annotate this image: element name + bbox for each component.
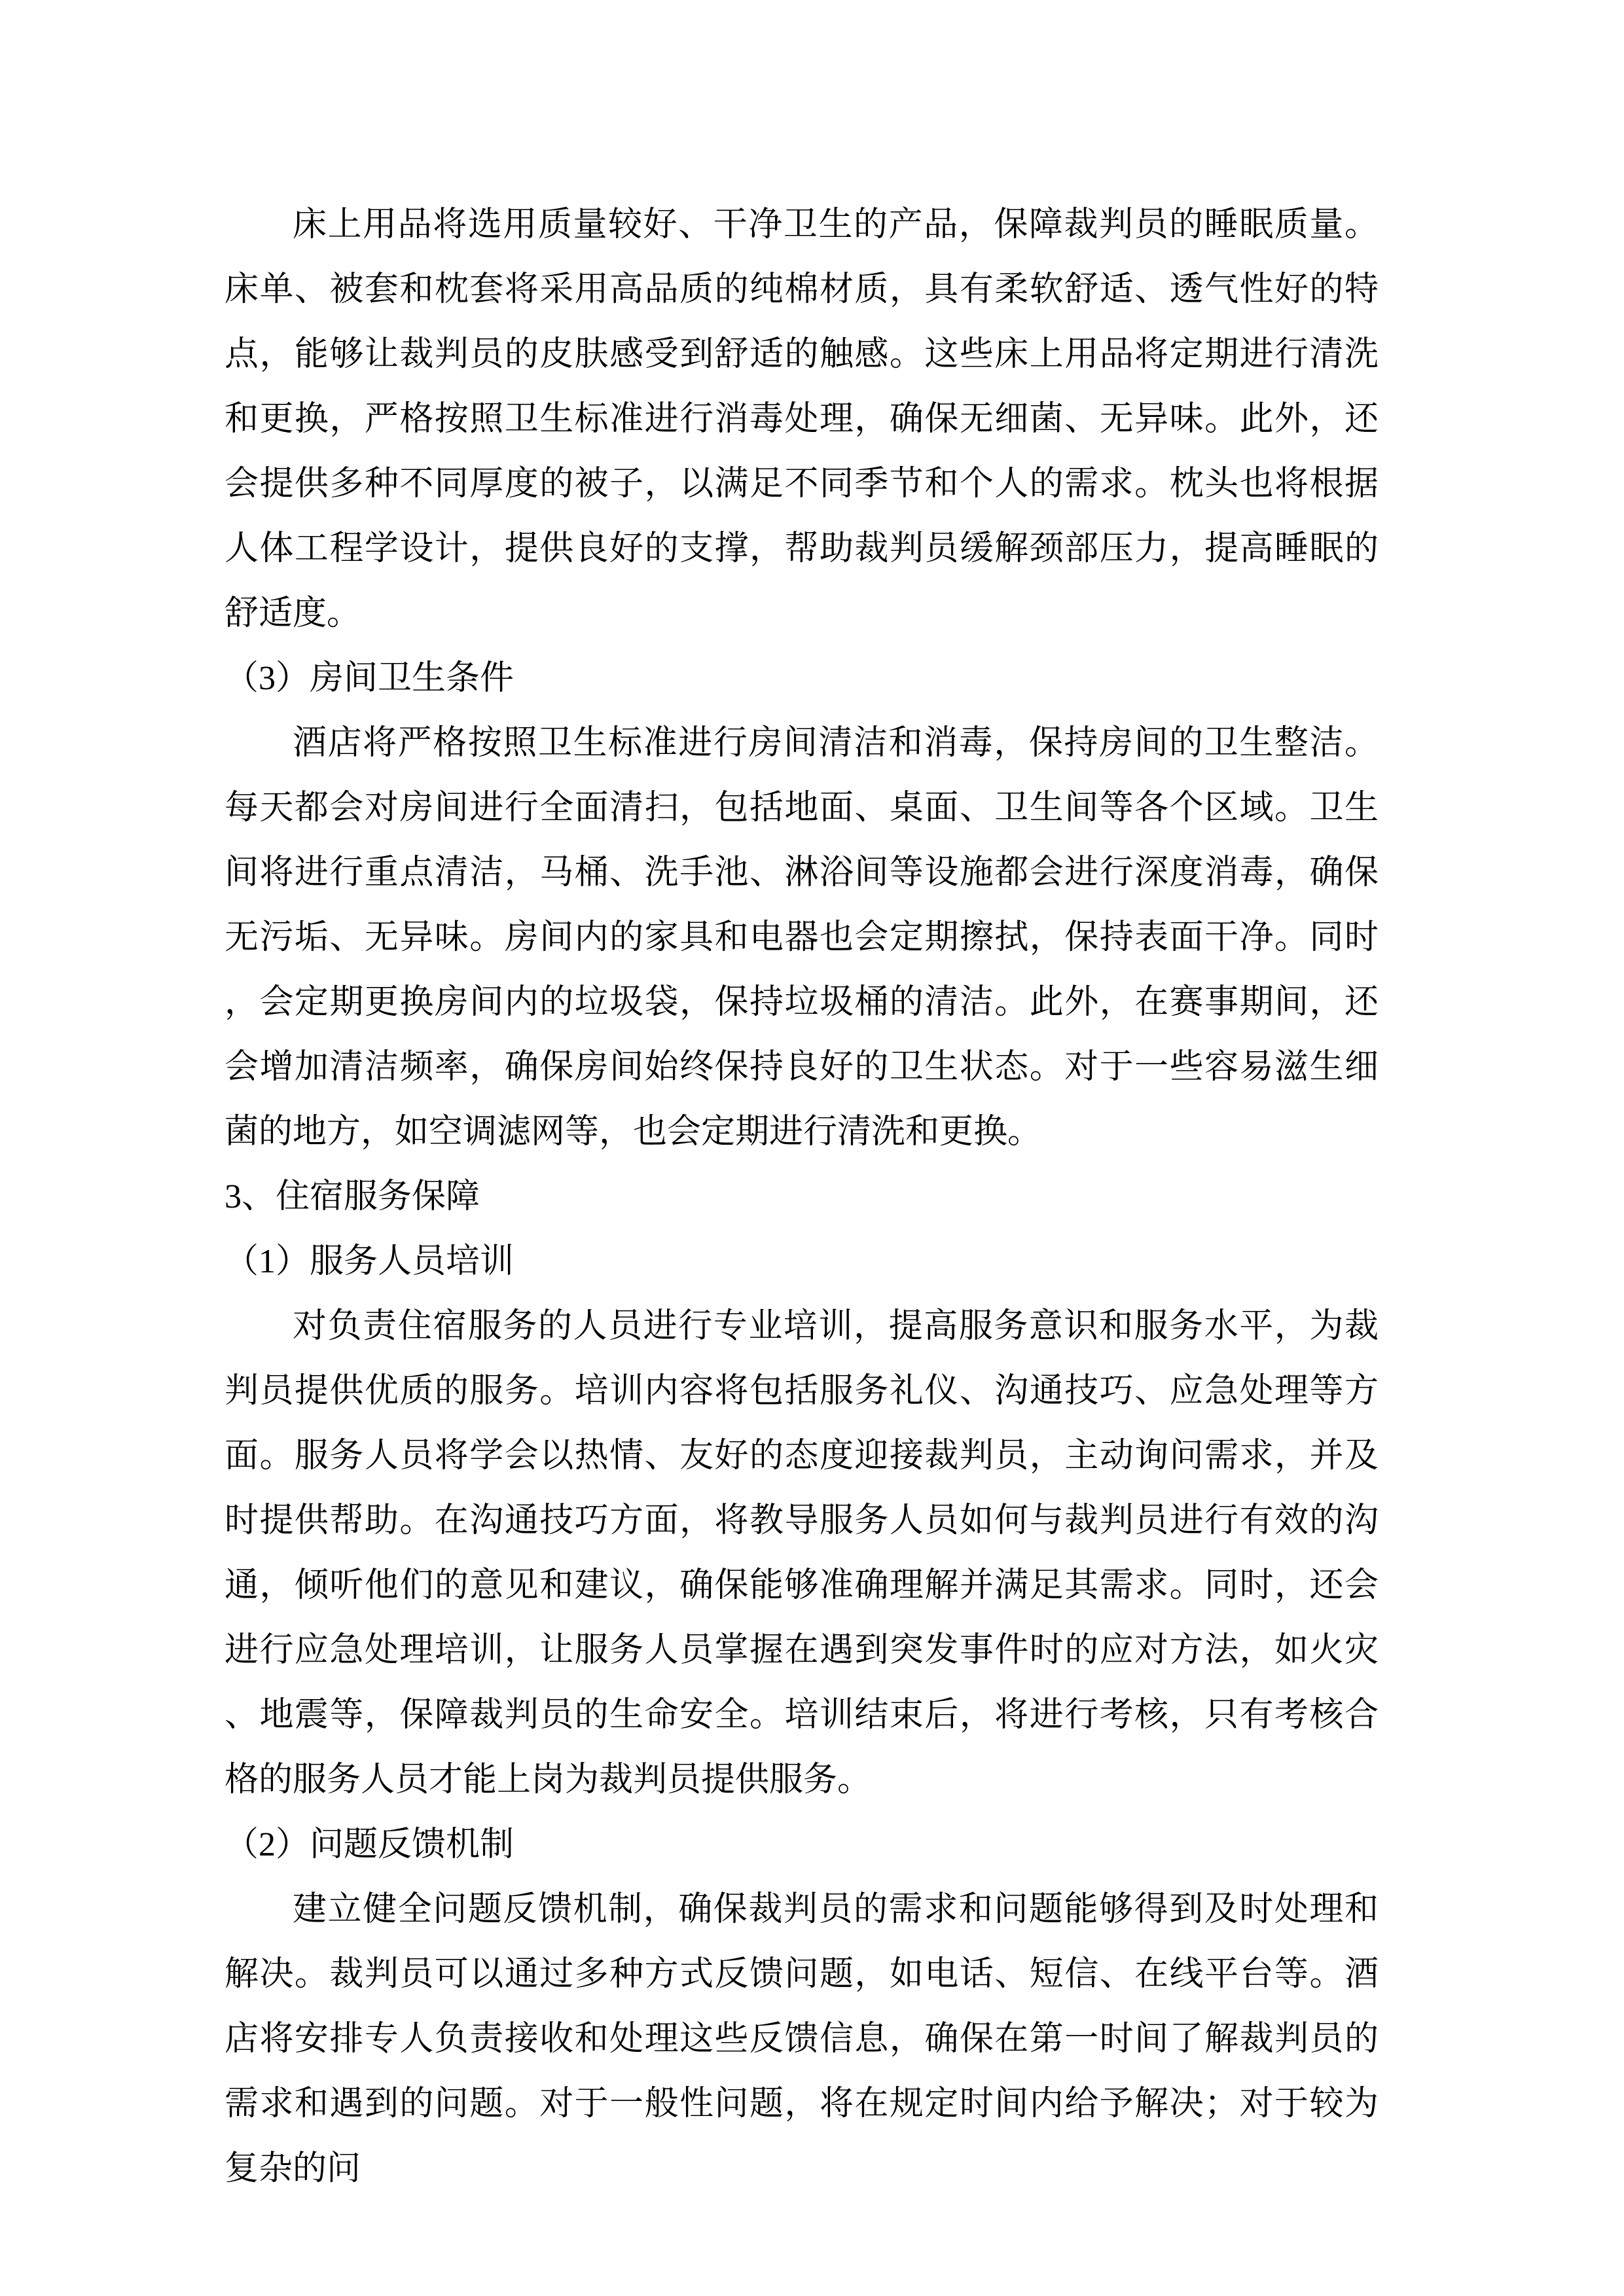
paragraph-feedback-mechanism: 建立健全问题反馈机制，确保裁判员的需求和问题能够得到及时处理和解决。裁判员可以通过多种方式反馈问题，如电话、短信、在线平台等。酒店将安排专人负责接收和处理这些反馈信息，确保在第一时间了解裁判员的需求和遇到的问题。对于一般性问题，将在规定时间内给予解决；对于较为复杂的问 <box>225 1891 1379 2187</box>
section-heading-room-hygiene: （3）房间卫生条件 <box>225 660 514 697</box>
paragraph-staff-training: 对负责住宿服务的人员进行专业培训，提高服务意识和服务水平，为裁判员提供优质的服务。培训内容将包括服务礼仪、沟通技巧、应急处理等方面。服务人员将学会以热情、友好的态度迎接裁判员，主动询问需求，并及时提供帮助。在沟通技巧方面，将教导服务人员如何与裁判员进行有效的沟通，倾听他们的意见和建议，确保能够准确理解并满足其需求。同时，还会进行应急处理培训，让服务人员掌握在遇到突发事件时的应对方法，如火灾、地震等，保障裁判员的生命安全。培训结束后，将进行考核，只有考核合格的服务人员才能上岗为裁判员提供服务。 <box>225 1308 1379 1799</box>
document-text-area <box>225 192 1379 2201</box>
section-heading-accommodation-service: 3、住宿服务保障 <box>225 1178 480 1215</box>
section-heading-staff-training: （1）服务人员培训 <box>225 1243 514 1280</box>
paragraph-bedding-quality: 床上用品将选用质量较好、干净卫生的产品，保障裁判员的睡眠质量。床单、被套和枕套将采用高品质的纯棉材质，具有柔软舒适、透气性好的特点，能够让裁判员的皮肤感受到舒适的触感。这些床上用品将定期进行清洗和更换，严格按照卫生标准进行消毒处理，确保无细菌、无异味。此外，还会提供多种不同厚度的被子，以满足不同季节和个人的需求。枕头也将根据人体工程学设计，提供良好的支撑，帮助裁判员缓解颈部压力，提高睡眠的舒适度。 <box>225 206 1379 632</box>
paragraph-room-cleaning: 酒店将严格按照卫生标准进行房间清洁和消毒，保持房间的卫生整洁。每天都会对房间进行全面清扫，包括地面、桌面、卫生间等各个区域。卫生间将进行重点清洁，马桶、洗手池、淋浴间等设施都会进行深度消毒，确保无污垢、无异味。房间内的家具和电器也会定期擦拭，保持表面干净。同时，会定期更换房间内的垃圾袋，保持垃圾桶的清洁。此外，在赛事期间，还会增加清洁频率，确保房间始终保持良好的卫生状态。对于一些容易滋生细菌的地方，如空调滤网等，也会定期进行清洗和更换。 <box>225 725 1379 1151</box>
section-heading-feedback-mechanism: （2）问题反馈机制 <box>225 1826 514 1863</box>
